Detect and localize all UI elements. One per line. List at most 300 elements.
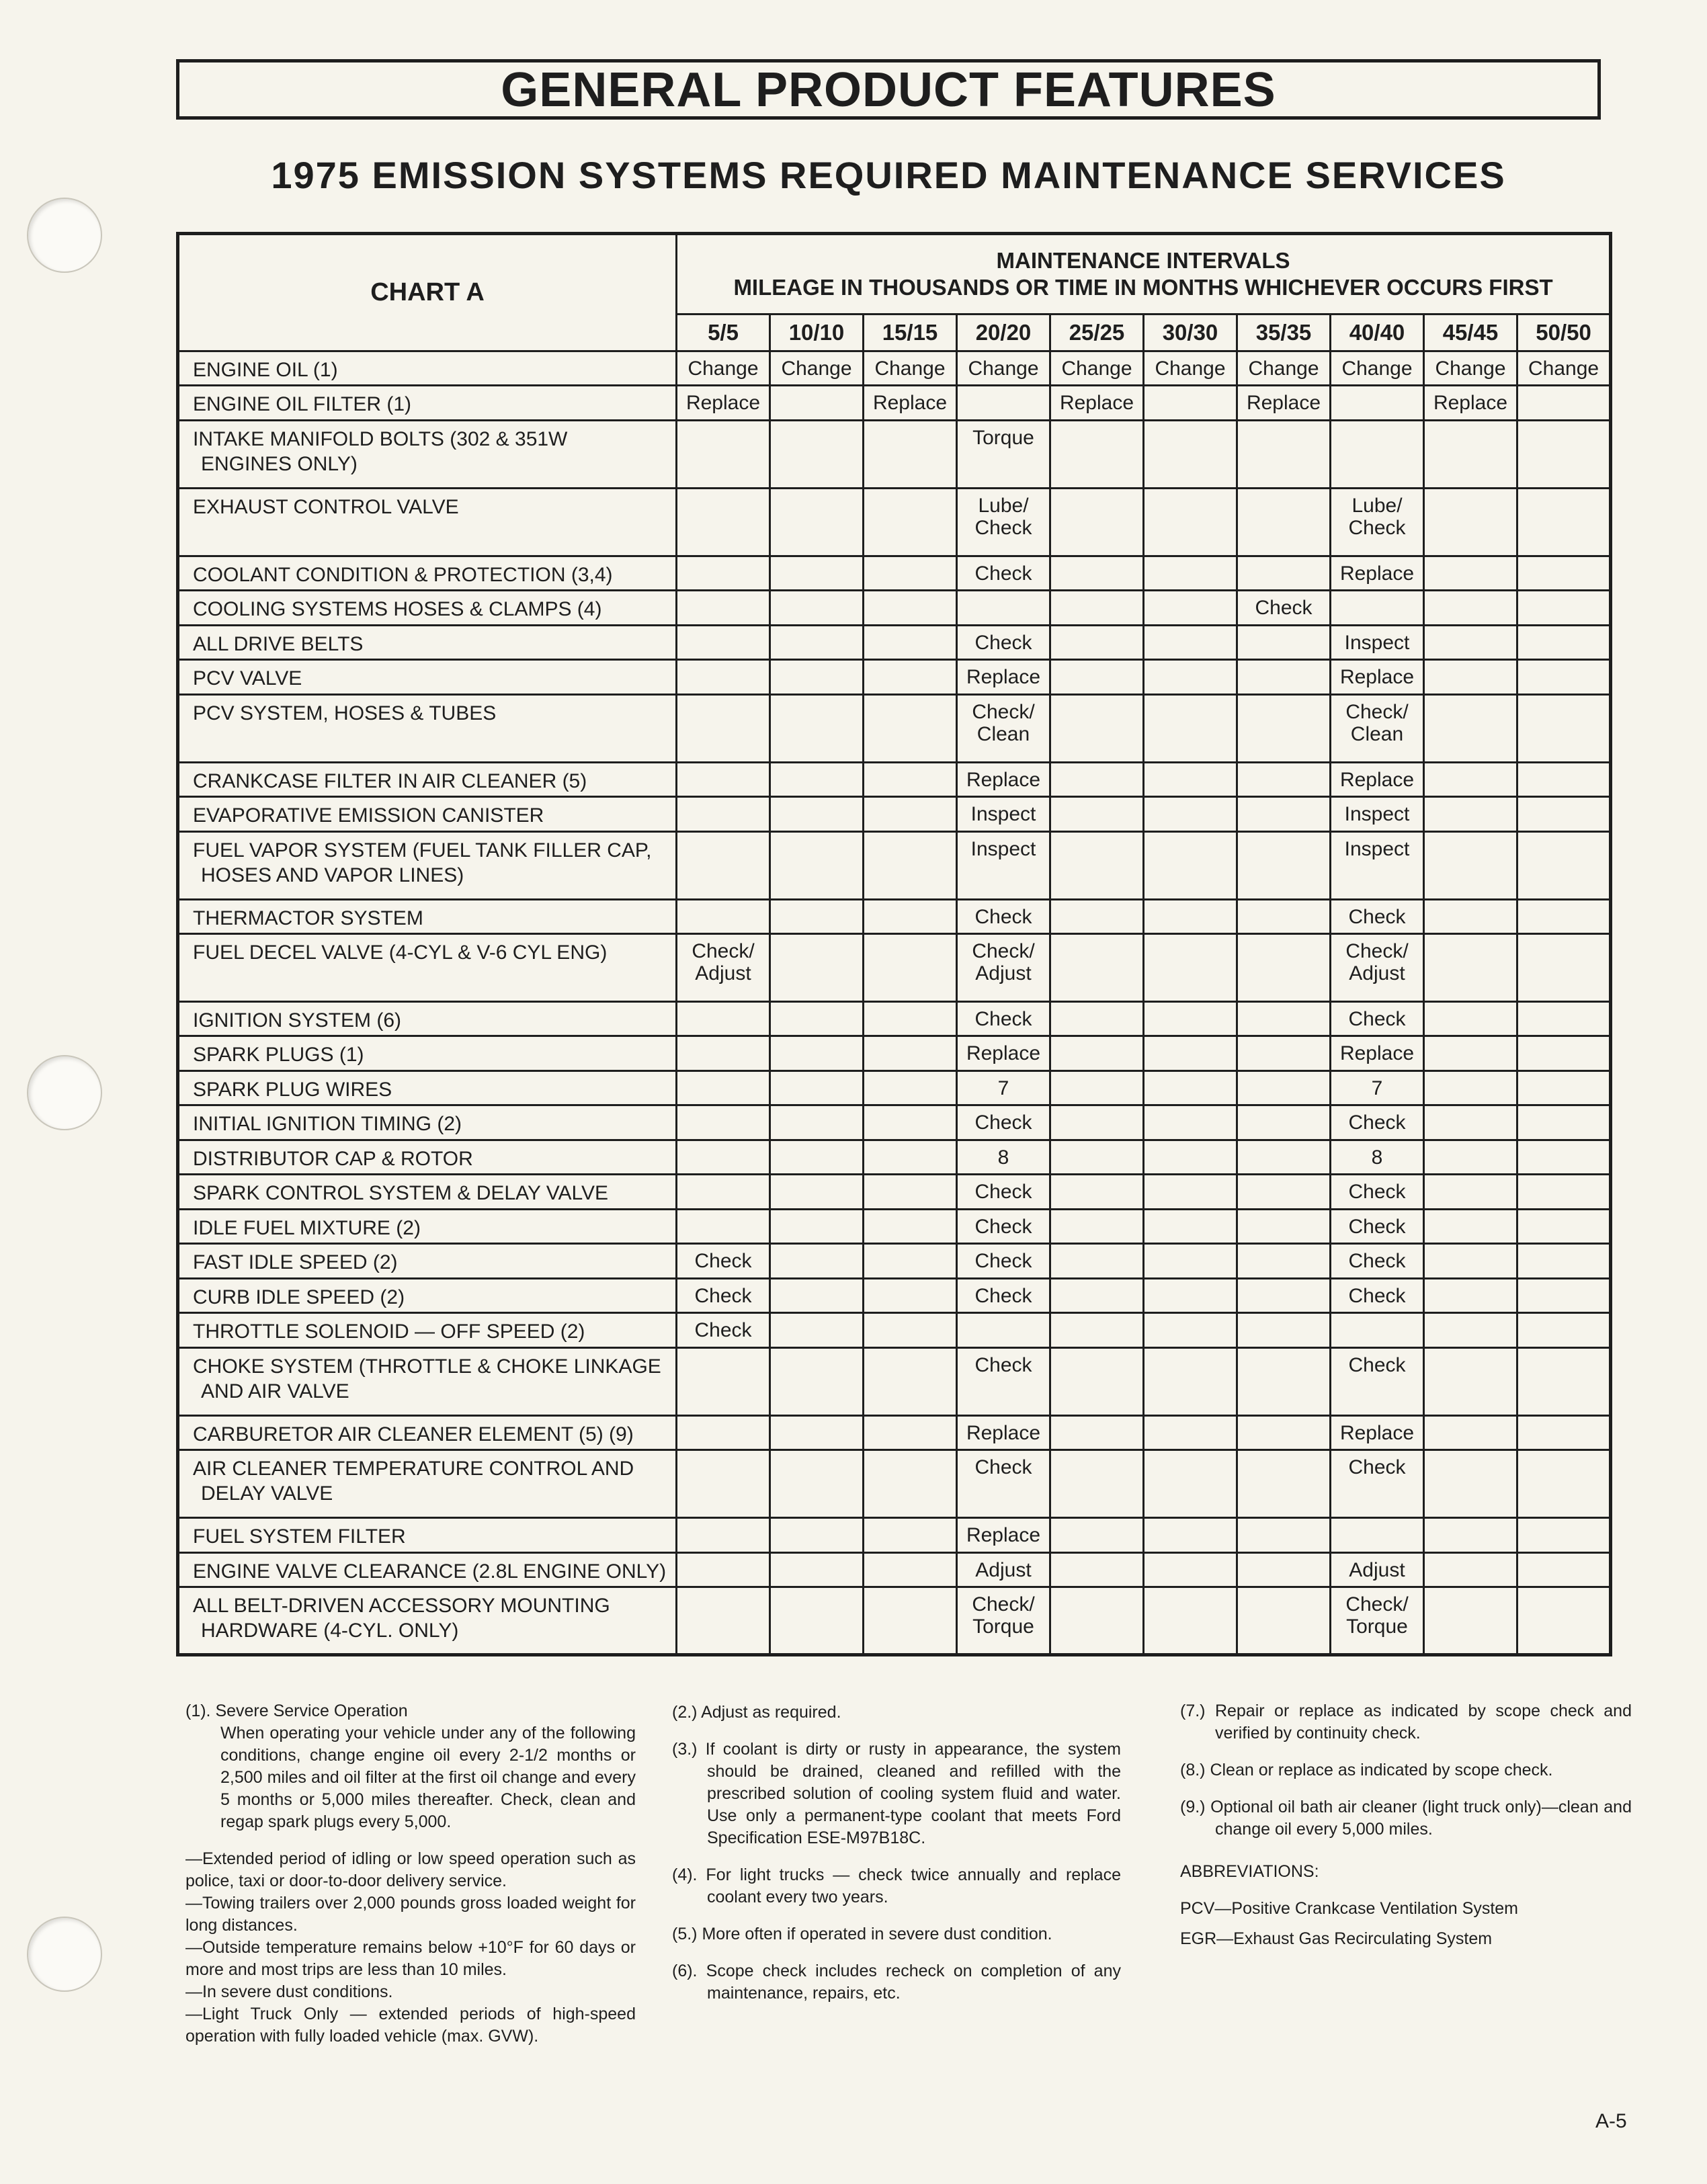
interval-cell xyxy=(1237,1278,1331,1312)
service-item xyxy=(178,625,677,659)
service-item-text: THROTTLE SOLENOID — OFF SPEED (2) xyxy=(193,1320,585,1343)
interval-cell xyxy=(770,488,864,556)
interval-cell: Check xyxy=(677,1244,770,1278)
interval-cell xyxy=(1237,1313,1331,1347)
table-row xyxy=(178,591,1611,625)
interval-cell: Check/ Clean xyxy=(957,694,1050,762)
interval-cell xyxy=(1144,1518,1237,1552)
interval-cell: Check xyxy=(1331,1209,1424,1243)
service-item-text: SPARK PLUG WIRES xyxy=(193,1078,392,1101)
interval-cell xyxy=(677,762,770,796)
interval-cell xyxy=(1517,1001,1611,1036)
interval-cell xyxy=(1424,1070,1517,1105)
interval-cell xyxy=(770,1313,864,1347)
interval-cell xyxy=(1237,556,1331,590)
service-item-text: FUEL SYSTEM FILTER xyxy=(193,1525,406,1548)
service-item-text: THERMACTOR SYSTEM xyxy=(193,907,423,929)
interval-cell xyxy=(1050,831,1144,899)
interval-cell xyxy=(1144,762,1237,796)
note-2: (2.) Adjust as required. xyxy=(672,1703,841,1722)
table-row xyxy=(178,660,1611,694)
interval-header-cell: 40/40 xyxy=(1331,314,1424,351)
service-item xyxy=(178,1313,677,1347)
interval-cell xyxy=(1050,556,1144,590)
interval-cell xyxy=(864,1105,957,1140)
interval-cell xyxy=(1237,831,1331,899)
service-item-text: EVAPORATIVE EMISSION CANISTER xyxy=(193,804,544,827)
interval-cell xyxy=(1237,1036,1331,1070)
interval-cell: Replace xyxy=(677,386,770,420)
interval-cell xyxy=(1050,762,1144,796)
interval-cell xyxy=(864,1070,957,1105)
interval-cell xyxy=(1331,1518,1424,1552)
interval-cell xyxy=(1050,1518,1144,1552)
interval-cell: Inspect xyxy=(957,797,1050,831)
service-item-text: ENGINE OIL (1) xyxy=(193,359,338,381)
interval-cell xyxy=(677,488,770,556)
interval-cell: Check xyxy=(1331,1244,1424,1278)
interval-cell: Check xyxy=(957,1244,1050,1278)
note-9: (9.) Optional oil bath air cleaner (light truck only)—clean and change oil every 5,000 miles. xyxy=(1180,1798,1632,1839)
interval-cell xyxy=(1237,1140,1331,1174)
interval-cell xyxy=(864,797,957,831)
chart-label: CHART A xyxy=(178,234,677,351)
interval-cell xyxy=(1237,1001,1331,1036)
interval-cell xyxy=(770,591,864,625)
interval-cell xyxy=(677,831,770,899)
interval-cell xyxy=(1144,1105,1237,1140)
interval-cell xyxy=(1237,1070,1331,1105)
interval-cell xyxy=(1144,831,1237,899)
interval-cell xyxy=(864,1140,957,1174)
service-item-text: FUEL VAPOR SYSTEM (FUEL TANK FILLER CAP, xyxy=(193,839,652,862)
service-item xyxy=(178,660,677,694)
interval-cell xyxy=(1050,1070,1144,1105)
interval-cell: Replace xyxy=(957,1415,1050,1450)
interval-cell xyxy=(864,488,957,556)
interval-cell xyxy=(864,660,957,694)
interval-cell xyxy=(1237,899,1331,933)
abbreviation-pcv: PCV—Positive Crankcase Ventilation System xyxy=(1180,1899,1518,1918)
interval-cell xyxy=(1424,660,1517,694)
service-item xyxy=(178,1587,677,1655)
service-item xyxy=(178,1036,677,1070)
interval-cell xyxy=(1144,1313,1237,1347)
service-item xyxy=(178,1347,677,1415)
interval-cell: Replace xyxy=(864,386,957,420)
interval-cell xyxy=(1517,1313,1611,1347)
service-item-text: INITIAL IGNITION TIMING (2) xyxy=(193,1113,462,1136)
interval-cell xyxy=(1424,694,1517,762)
interval-cell xyxy=(770,420,864,488)
interval-cell xyxy=(677,1105,770,1140)
service-item xyxy=(178,556,677,590)
interval-cell xyxy=(1237,694,1331,762)
interval-cell: Replace xyxy=(1331,1036,1424,1070)
table-row xyxy=(178,1244,1611,1278)
table-row xyxy=(178,1140,1611,1174)
condition-2: —Towing trailers over 2,000 pounds gross loaded weight for long distances. xyxy=(185,1894,636,1935)
interval-cell xyxy=(677,1209,770,1243)
interval-cell xyxy=(864,1209,957,1243)
interval-header-cell: 50/50 xyxy=(1517,314,1611,351)
interval-cell xyxy=(1050,1175,1144,1209)
interval-cell xyxy=(770,1347,864,1415)
interval-cell: Change xyxy=(864,351,957,386)
interval-cell xyxy=(677,1450,770,1518)
interval-cell xyxy=(864,1450,957,1518)
interval-cell xyxy=(1517,660,1611,694)
service-item-text: CRANKCASE FILTER IN AIR CLEANER (5) xyxy=(193,769,587,792)
service-item-text: FAST IDLE SPEED (2) xyxy=(193,1251,398,1274)
interval-cell: Check xyxy=(1331,1175,1424,1209)
interval-cell xyxy=(1144,1001,1237,1036)
interval-cell: Check xyxy=(957,1278,1050,1312)
interval-cell xyxy=(1237,762,1331,796)
table-row xyxy=(178,488,1611,556)
service-item xyxy=(178,591,677,625)
service-item xyxy=(178,488,677,556)
table-row xyxy=(178,1070,1611,1105)
interval-cell xyxy=(1331,420,1424,488)
interval-cell xyxy=(1424,1552,1517,1587)
interval-cell: Check xyxy=(957,1209,1050,1243)
interval-cell xyxy=(1424,488,1517,556)
table-row xyxy=(178,1278,1611,1312)
interval-cell xyxy=(1517,556,1611,590)
service-item-text: FUEL DECEL VALVE (4-CYL & V-6 CYL ENG) xyxy=(193,941,608,964)
interval-cell xyxy=(1331,591,1424,625)
interval-cell xyxy=(1237,1244,1331,1278)
interval-cell: Inspect xyxy=(957,831,1050,899)
interval-cell xyxy=(1424,1518,1517,1552)
note-7: (7.) Repair or replace as indicated by scope check and verified by continuity check. xyxy=(1180,1702,1632,1742)
interval-cell xyxy=(864,1175,957,1209)
table-row xyxy=(178,694,1611,762)
service-item-text: CURB IDLE SPEED (2) xyxy=(193,1286,405,1308)
interval-cell xyxy=(864,1036,957,1070)
interval-cell xyxy=(1424,420,1517,488)
interval-cell xyxy=(1050,1552,1144,1587)
service-item-text: ALL DRIVE BELTS xyxy=(193,632,364,655)
table-row xyxy=(178,1175,1611,1209)
interval-cell xyxy=(957,591,1050,625)
interval-cell xyxy=(1424,1450,1517,1518)
interval-cell xyxy=(770,1036,864,1070)
interval-cell: Change xyxy=(770,351,864,386)
interval-cell xyxy=(1517,625,1611,659)
table-row xyxy=(178,1552,1611,1587)
interval-cell xyxy=(1424,1347,1517,1415)
interval-cell xyxy=(1424,1415,1517,1450)
interval-cell xyxy=(1237,1105,1331,1140)
interval-cell xyxy=(1424,899,1517,933)
interval-cell xyxy=(1144,1278,1237,1312)
note-8: (8.) Clean or replace as indicated by scope check. xyxy=(1180,1761,1553,1779)
interval-cell xyxy=(1144,1587,1237,1655)
condition-1: —Extended period of idling or low speed operation such as police, taxi or door-to-door delivery service. xyxy=(185,1849,636,1890)
service-item xyxy=(178,351,677,386)
interval-cell: 8 xyxy=(957,1140,1050,1174)
interval-cell: Lube/ Check xyxy=(1331,488,1424,556)
interval-cell: Inspect xyxy=(1331,831,1424,899)
interval-header-cell: 15/15 xyxy=(864,314,957,351)
interval-cell: Check xyxy=(1331,1450,1424,1518)
interval-cell: Check xyxy=(957,1105,1050,1140)
interval-cell xyxy=(1424,1278,1517,1312)
interval-cell xyxy=(864,420,957,488)
interval-cell xyxy=(864,1278,957,1312)
service-item-text: PCV SYSTEM, HOSES & TUBES xyxy=(193,702,497,724)
interval-cell xyxy=(1050,1313,1144,1347)
interval-cell xyxy=(677,591,770,625)
condition-4: —In severe dust conditions. xyxy=(185,1982,393,2001)
interval-header-cell: 5/5 xyxy=(677,314,770,351)
interval-header-cell: 25/25 xyxy=(1050,314,1144,351)
interval-cell xyxy=(1144,1244,1237,1278)
table-row xyxy=(178,1105,1611,1140)
interval-cell xyxy=(677,1036,770,1070)
interval-cell xyxy=(1237,1415,1331,1450)
interval-cell: Change xyxy=(1424,351,1517,386)
interval-cell xyxy=(1517,420,1611,488)
interval-cell: Check/ Adjust xyxy=(677,933,770,1001)
interval-cell xyxy=(770,899,864,933)
interval-cell: Change xyxy=(1331,351,1424,386)
interval-cell: Change xyxy=(677,351,770,386)
interval-cell: Change xyxy=(1237,351,1331,386)
interval-cell xyxy=(770,1518,864,1552)
interval-cell xyxy=(864,1347,957,1415)
interval-cell: Check xyxy=(677,1278,770,1312)
interval-cell xyxy=(1050,420,1144,488)
interval-cell xyxy=(864,1001,957,1036)
service-item xyxy=(178,933,677,1001)
interval-cell xyxy=(770,1001,864,1036)
note-4: (4). For light trucks — check twice annually and replace coolant every two years. xyxy=(672,1865,1121,1906)
interval-cell xyxy=(1517,831,1611,899)
interval-cell xyxy=(1144,488,1237,556)
interval-cell xyxy=(677,1415,770,1450)
interval-cell xyxy=(770,1244,864,1278)
interval-cell xyxy=(1050,591,1144,625)
interval-cell xyxy=(1517,1036,1611,1070)
interval-cell: Replace xyxy=(1331,556,1424,590)
interval-cell xyxy=(770,1175,864,1209)
interval-cell xyxy=(1050,1278,1144,1312)
service-item-text: HOSES AND VAPOR LINES) xyxy=(201,864,464,886)
interval-cell xyxy=(864,591,957,625)
service-item xyxy=(178,762,677,796)
table-row xyxy=(178,899,1611,933)
table-row xyxy=(178,556,1611,590)
interval-cell xyxy=(1517,1518,1611,1552)
punch-hole-bottom xyxy=(27,1917,102,1992)
table-row xyxy=(178,1313,1611,1347)
interval-cell: Check xyxy=(1331,1105,1424,1140)
interval-cell xyxy=(1050,899,1144,933)
interval-cell xyxy=(1144,1209,1237,1243)
interval-cell xyxy=(957,386,1050,420)
service-item xyxy=(178,420,677,488)
interval-cell xyxy=(770,933,864,1001)
interval-cell xyxy=(1144,556,1237,590)
interval-cell xyxy=(677,1347,770,1415)
service-item xyxy=(178,1175,677,1209)
interval-cell: Lube/ Check xyxy=(957,488,1050,556)
chart-body xyxy=(178,351,1611,1655)
interval-cell xyxy=(1237,488,1331,556)
interval-cell: Check xyxy=(957,1175,1050,1209)
interval-cell: Replace xyxy=(1050,386,1144,420)
interval-cell: Check xyxy=(1331,899,1424,933)
interval-cell xyxy=(770,1105,864,1140)
interval-cell xyxy=(677,625,770,659)
interval-cell xyxy=(1237,933,1331,1001)
interval-cell: Check xyxy=(957,1001,1050,1036)
condition-3: —Outside temperature remains below +10°F for 60 days or more and most trips are less than 10 miles. xyxy=(185,1938,636,1979)
interval-cell xyxy=(770,1450,864,1518)
interval-cell xyxy=(864,1587,957,1655)
service-item-text: HARDWARE (4-CYL. ONLY) xyxy=(201,1620,459,1642)
interval-cell: Inspect xyxy=(1331,625,1424,659)
interval-cell xyxy=(770,1415,864,1450)
interval-cell xyxy=(1144,899,1237,933)
interval-cell xyxy=(1517,1175,1611,1209)
interval-cell: 7 xyxy=(1331,1070,1424,1105)
interval-cell xyxy=(677,899,770,933)
service-item-text: IDLE FUEL MIXTURE (2) xyxy=(193,1216,421,1239)
interval-cell xyxy=(677,660,770,694)
table-row xyxy=(178,831,1611,899)
interval-cell: Adjust xyxy=(1331,1552,1424,1587)
interval-cell xyxy=(1050,1587,1144,1655)
table-row xyxy=(178,797,1611,831)
interval-cell: Check xyxy=(1237,591,1331,625)
page-title: GENERAL PRODUCT FEATURES xyxy=(176,59,1601,120)
interval-cell xyxy=(1517,1140,1611,1174)
interval-cell xyxy=(1050,797,1144,831)
interval-cell: Replace xyxy=(957,660,1050,694)
service-item-text: PCV VALVE xyxy=(193,667,302,690)
interval-cell xyxy=(1517,1415,1611,1450)
intervals-header xyxy=(677,234,1611,314)
interval-cell xyxy=(1237,1587,1331,1655)
interval-cell: Check xyxy=(1331,1001,1424,1036)
interval-cell: Check xyxy=(957,625,1050,659)
interval-cell: Replace xyxy=(1331,660,1424,694)
interval-cell xyxy=(1517,797,1611,831)
interval-cell xyxy=(677,420,770,488)
interval-header-cell: 30/30 xyxy=(1144,314,1237,351)
interval-header-cell: 20/20 xyxy=(957,314,1050,351)
interval-cell xyxy=(864,1313,957,1347)
table-row xyxy=(178,351,1611,386)
table-row xyxy=(178,1450,1611,1518)
interval-cell xyxy=(1517,694,1611,762)
interval-cell xyxy=(1517,762,1611,796)
interval-cell: Check/ Adjust xyxy=(1331,933,1424,1001)
interval-cell xyxy=(1050,1347,1144,1415)
interval-cell: Change xyxy=(1144,351,1237,386)
service-item-text: ENGINES ONLY) xyxy=(201,452,358,475)
interval-cell xyxy=(770,831,864,899)
interval-cell xyxy=(770,1140,864,1174)
interval-cell xyxy=(1144,1140,1237,1174)
interval-cell xyxy=(1237,1347,1331,1415)
interval-cell xyxy=(1237,1175,1331,1209)
interval-cell xyxy=(1237,1209,1331,1243)
interval-cell xyxy=(864,899,957,933)
interval-cell: Check xyxy=(957,556,1050,590)
table-row xyxy=(178,386,1611,420)
interval-cell xyxy=(1144,694,1237,762)
interval-cell xyxy=(677,694,770,762)
interval-cell xyxy=(1144,1415,1237,1450)
service-item xyxy=(178,1450,677,1518)
service-item-text: INTAKE MANIFOLD BOLTS (302 & 351W xyxy=(193,427,568,450)
table-row xyxy=(178,1347,1611,1415)
interval-cell xyxy=(1050,1001,1144,1036)
interval-cell xyxy=(1144,1347,1237,1415)
interval-cell: Replace xyxy=(957,762,1050,796)
interval-header-cell: 45/45 xyxy=(1424,314,1517,351)
interval-cell: Check xyxy=(957,1347,1050,1415)
maintenance-chart xyxy=(176,232,1612,1656)
interval-cell: Replace xyxy=(957,1036,1050,1070)
abbreviation-egr: EGR—Exhaust Gas Recirculating System xyxy=(1180,1929,1493,1948)
service-item xyxy=(178,1070,677,1105)
table-row xyxy=(178,1001,1611,1036)
interval-cell xyxy=(1424,1313,1517,1347)
interval-cell xyxy=(1050,1450,1144,1518)
interval-cell xyxy=(1424,831,1517,899)
service-item-text: COOLANT CONDITION & PROTECTION (3,4) xyxy=(193,563,613,586)
interval-cell xyxy=(957,1313,1050,1347)
footnotes-column-1 xyxy=(185,1700,636,2048)
interval-cell xyxy=(864,1244,957,1278)
interval-cell xyxy=(1237,1552,1331,1587)
interval-cell xyxy=(864,933,957,1001)
interval-cell xyxy=(1050,1415,1144,1450)
interval-cell: Replace xyxy=(1424,386,1517,420)
interval-cell xyxy=(1424,1036,1517,1070)
service-item-text: DELAY VALVE xyxy=(201,1482,333,1505)
service-item-text: COOLING SYSTEMS HOSES & CLAMPS (4) xyxy=(193,598,602,621)
interval-cell xyxy=(1517,1587,1611,1655)
interval-cell: Replace xyxy=(1331,762,1424,796)
interval-cell xyxy=(1237,420,1331,488)
interval-cell xyxy=(1144,660,1237,694)
service-item xyxy=(178,1105,677,1140)
interval-cell xyxy=(1237,660,1331,694)
interval-cell xyxy=(1237,1450,1331,1518)
table-row xyxy=(178,1209,1611,1243)
interval-cell xyxy=(1424,933,1517,1001)
interval-cell xyxy=(1424,1140,1517,1174)
interval-cell xyxy=(1144,797,1237,831)
service-item xyxy=(178,899,677,933)
service-item xyxy=(178,1140,677,1174)
interval-cell xyxy=(1331,386,1424,420)
interval-cell xyxy=(1144,1552,1237,1587)
service-item-text: SPARK CONTROL SYSTEM & DELAY VALVE xyxy=(193,1182,608,1205)
interval-cell xyxy=(1050,694,1144,762)
interval-cell xyxy=(770,1209,864,1243)
interval-cell: Check/ Adjust xyxy=(957,933,1050,1001)
page-subtitle: 1975 EMISSION SYSTEMS REQUIRED MAINTENANCE SERVICES xyxy=(271,154,1506,196)
table-row xyxy=(178,933,1611,1001)
